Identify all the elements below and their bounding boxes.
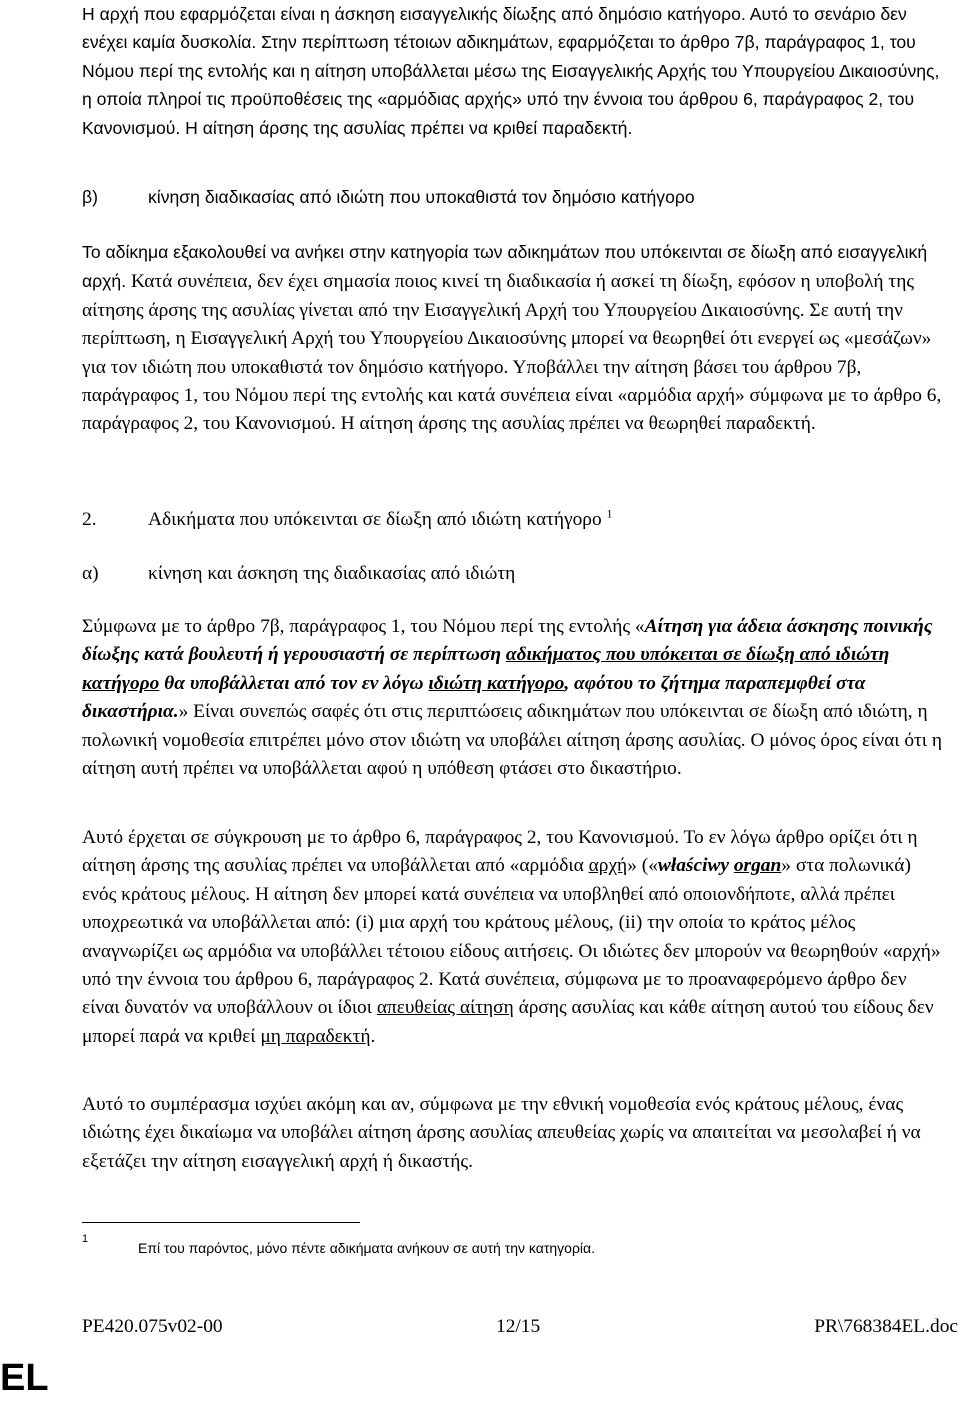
- quote-part-3: θα υποβάλλεται από τον εν λόγω: [159, 672, 429, 694]
- paragraph-b-s2: Κατά συνέπεια, δεν έχει σημασία ποιος κινεί τη διαδικασία ή ασκεί τη δίωξη, εφόσον η υποβολή της αίτησης άρσης της ασυλίας γίνεται από την Εισαγγελική Αρχή του Υπουργείου Δικαιοσύνης. Σε αυτή την περίπτωση, η Εισαγγελική Αρχή του Υπουργείου Δικαιοσύνης μπορεί να θεωρηθεί ότι ενεργεί ως «μεσάζων» για τον ιδιώτη που υποκαθιστά τον δημόσιο κατήγορο. Υποβάλλει την αίτηση βάσει του άρθρου 7β, παράγραφος 1, του Νόμου περί της εντολής και κατά συνέπεια είναι «αρμόδια αρχή» σύμφωνα με το άρθρο 6, παράγραφος 2, του Κανονισμού. Η αίτηση άρσης της ασυλίας πρέπει να θεωρηθεί παραδεκτή.: [82, 271, 942, 435]
- quote-part-4: ιδιώτη κατήγορο: [428, 672, 565, 694]
- paragraph-c-c: » («: [627, 855, 658, 877]
- quote-close: »: [178, 701, 189, 723]
- list-item-a: [82, 560, 942, 588]
- section-heading-2: [82, 506, 942, 534]
- footer-doc-ref: PE420.075v02-00: [82, 1316, 223, 1337]
- paragraph-c: [82, 824, 942, 1051]
- quote-part-5: , αφότου το ζήτημα παραπεμφθεί στα δικαστήρια.: [82, 672, 866, 723]
- paragraph-c-a: Αυτό έρχεται σε σύγκρουση με το άρθρο 6, παράγραφος 2, του Κανονισμού. Το εν λόγω άρθρο ορίζει ότι η αίτηση άρσης της ασυλίας πρέπει να υποβάλλεται από «αρμόδια: [82, 827, 918, 877]
- footnote-number: 1: [82, 1233, 89, 1245]
- list-item-b-text: κίνηση διαδικασίας από ιδιώτη που υποκαθιστά τον δημόσιο κατήγορο: [148, 187, 695, 207]
- paragraph-b: [82, 238, 942, 439]
- paragraph-a-tail: Είναι συνεπώς σαφές ότι στις περιπτώσεις αδικημάτων που υπόκεινται σε δίωξη από ιδιώτη, η πολωνική νομοθεσία επιτρέπει μόνο στον ιδιώτη να υποβάλει αίτηση άρσης ασυλίας. Ο μόνος όρος είναι ότι η αίτηση αυτή πρέπει να υποβάλλεται αφού η υπόθεση φτάσει στο δικαστήριο.: [82, 701, 943, 780]
- footer-file-name: PR\768384EL.doc: [814, 1316, 958, 1337]
- footnote-ref[interactable]: 1: [606, 506, 613, 521]
- section-heading-2-label: 2.: [82, 509, 97, 530]
- intro-rest: Στην περίπτωση τέτοιων αδικημάτων, εφαρμόζεται το άρθρο 7β, παράγραφος 1, του Νόμου περί της εντολής και η αίτηση υποβάλλεται μέσω της Εισαγγελικής Αρχής του Υπουργείου Δικαιοσύνης, η οποία πληροί τις προϋποθέσεις της «αρμόδιας αρχής» υπό την έννοια του άρθρου 6, παράγραφος 2, του Κανονισμού. Η αίτηση άρσης της ασυλίας πρέπει να κριθεί παραδεκτή.: [82, 32, 940, 138]
- paragraph-c-i: μη παραδεκτή: [260, 1025, 371, 1047]
- paragraph-c-d: właściwy: [657, 855, 734, 877]
- section-heading-2-text: Αδικήματα που υπόκεινται σε δίωξη από ιδιώτη κατήγορο: [148, 509, 602, 530]
- list-item-a-label: α): [82, 563, 99, 584]
- footnote-divider: [82, 1222, 360, 1223]
- intro-paragraph: [82, 0, 942, 142]
- paragraph-c-j: .: [370, 1025, 376, 1047]
- list-item-b: [82, 183, 942, 211]
- intro-line1: Η αρχή που εφαρμόζεται είναι η άσκηση εισαγγελικής δίωξης από δημόσιο κατήγορο. Αυτό το σενάριο δεν ενέχει καμία δυσκολία.: [82, 4, 907, 53]
- paragraph-a-lead: Σύμφωνα με το άρθρο 7β, παράγραφος 1, του Νόμου περί της εντολής «: [82, 616, 645, 637]
- list-item-b-label: β): [82, 187, 98, 207]
- page-footer: [82, 1313, 960, 1343]
- paragraph-c-h: άρσης ασυλίας και κάθε αίτηση αυτού του είδους δεν μπορεί παρά να κριθεί: [82, 997, 934, 1047]
- paragraph-c-e: organ: [733, 855, 782, 877]
- footer-page-number: 12/15: [496, 1316, 541, 1337]
- paragraph-c-b: αρχή: [588, 855, 628, 877]
- footnote-text: Επί του παρόντος, μόνο πέντε αδικήματα ανήκουν σε αυτή την κατηγορία.: [138, 1240, 596, 1256]
- paragraph-b-s1: Το αδίκημα εξακολουθεί να ανήκει στην κατηγορία των αδικημάτων που υπόκεινται σε δίωξη από εισαγγελική αρχή.: [82, 242, 928, 292]
- list-item-a-text: κίνηση και άσκηση της διαδικασίας από ιδιώτη: [148, 563, 516, 584]
- paragraph-d: Αυτό το συμπέρασμα ισχύει ακόμη και αν, σύμφωνα με την εθνική νομοθεσία ενός κράτους μέλους, ένας ιδιώτης έχει δικαίωμα να υποβάλει αίτηση άρσης ασυλίας απευθείας χωρίς να απαιτείται να μεσολαβεί ή να εξετάζει την αίτηση εισαγγελική αρχή ή δικαστής.: [82, 1094, 921, 1172]
- language-code: EL: [0, 1357, 49, 1399]
- paragraph-a: [82, 613, 942, 783]
- paragraph-c-f: » στα πολωνικά) ενός κράτους μέλους. Η αίτηση δεν μπορεί κατά συνέπεια να υποβληθεί από οποιονδήποτε, αλλά πρέπει υποχρεωτικά να υποβάλλεται από: (i) μια αρχή του κράτους μέλους, (ii) την οποία το κράτος μέλος αναγνωρίζει ως αρμόδια να υποβάλλει τέτοιου είδους αιτήσεις. Οι ιδιώτες δεν μπορούν να θεωρηθούν «αρχή» υπό την έννοια του άρθρου 6, παράγραφος 2. Κατά συνέπεια, σύμφωνα με το προαναφερόμενο άρθρο δεν είναι δυνατόν να υποβάλλουν οι ίδιοι: [82, 855, 941, 1019]
- paragraph-c-g: απευθείας αίτηση: [376, 997, 514, 1019]
- quote-part-2: αδικήματος που υπόκειται σε δίωξη από ιδιώτη κατήγορο: [82, 644, 890, 694]
- quote-part-1: Αίτηση για άδεια άσκησης ποινικής δίωξης κατά βουλευτή ή γερουσιαστή σε περίπτωση: [82, 616, 933, 666]
